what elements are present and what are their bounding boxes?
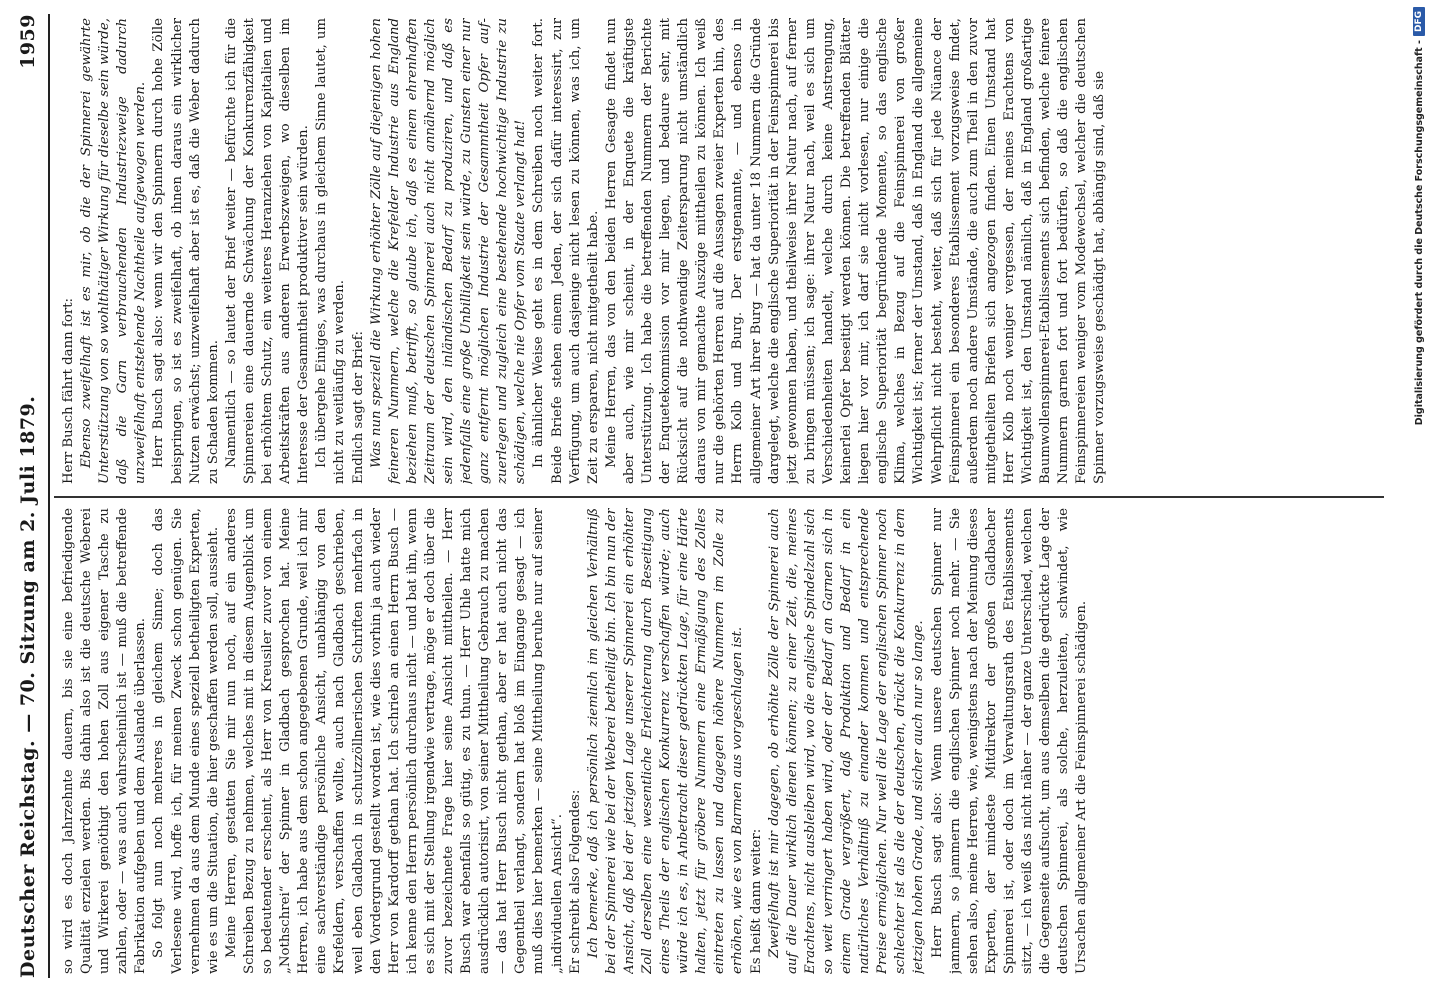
paragraph: So folgt nun noch mehreres in gleichem Sinne; doch das Verlesene wird, hoffe ich, für meinen Zweck schon genügen. Sie vernehmen da aus dem Munde eines speziell betheiligten Experten, wie es um die Situation, die hier geschaffen werden soll, aussieht. — [151, 508, 221, 974]
paragraph: so wird es doch Jahrzehnte dauern, bis sie eine befriedigende Qualität erzielen werden. Bis dahin also ist die deutsche Weberei und Wirkerei genöthigt den hohen Zoll aus eigener Tasche zu zahlen, oder — was auch wahrscheinlich ist — muß die betreffende Fabrikation aufgeben und dem Auslande überlassen. — [61, 508, 149, 974]
text-column-left — [60, 508, 1380, 974]
paragraph: Herr Busch sagt also: Wenn unsere deutschen Spinner nur jammern, so jammern die englischen Spinner noch mehr. — Sie sehen also, meine Herren, wie, wenigstens nach der Meinung dieses Experten, der mindeste Mitdirektor der großen Gladbacher Spinnerei ist, oder doch im Verwaltungsrath des Etablissements sitzt, — ich weiß das nicht näher — der ganze Unterschied, welchen die Gegenseite aufsucht, um aus demselben die gedrückte Lage der deutschen Spinnerei, als solche, herzuleiten, schwindet, wie Ursachen allgemeiner Art die Feinspinnerei schädigen. — [929, 508, 1090, 974]
digitization-credit-strip — [1396, 0, 1432, 1000]
paragraph: Ebenso zweifelhaft ist es mir, ob die der Spinnerei gewährte Unterstützung von so wohlthätiger Wirkung für dieselbe sein würde, daß die Garn verbrauchenden Industriezweige dadurch unzweifelhaft entstehende Nachtheile aufgewogen werden. — [79, 18, 149, 484]
paragraph: Endlich sagt der Brief: — [350, 331, 366, 484]
paragraph: Herr Busch sagt also: wenn wir den Spinnern durch hohe Zölle beispringen, so ist es zweifelhaft, ob ihnen daraus ein wirklicher Nutzen erwächst; unzweifelhaft aber ist es, daß die Weber dadurch zu Schaden kommen. — [151, 18, 221, 484]
paragraph: Zweifelhaft ist mir dagegen, ob erhöhte Zölle der Spinnerei auch auf die Dauer wirklich dienen können; zu einer Zeit, die, meines Erachtens, nicht ausbleiben wird, wo die englische Spindelzahl sich so weit verringert haben wird, oder der Bedarf an Garnen sich in einem Grade vergrößert, daß Produktion und Bedarf in ein natürliches Verhältniß zu einander kommen und entsprechende Preise ermöglichen. Nur weil die Lage der englischen Spinner noch schlechter ist als die der deutschen, drückt die Konkurrenz in dem jetzigen hohen Grade, und sicher auch nur so lange. — [766, 508, 927, 974]
paragraph: Er schreibt also Folgendes: — [567, 789, 583, 974]
paragraph: Meine Herren, gestatten Sie mir nun noch, auf ein anderes Schreiben Bezug zu nehmen, welches mit in diesem Augenblick um so bedeutender erscheint, als Herr von Kreusiler zuvor von einem „Nothschrei“ der Spinner in Gladbach gesprochen hat. Meine Herren, ich habe aus dem schon angegebenen Grunde, weil ich mir eine sachverständige persönliche Ansicht, unabhängig von den Krefeldern, verschaffen wollte, auch nach Gladbach geschrieben, weil eben Gladbach in schutzzöllnerischen Schriften mehrfach in den Vordergrund gestellt worden ist, wie dies vorhin ja auch wieder Herr von Kardorff gethan hat. Ich schrieb an einen Herrn Busch — ich kenne den Herrn persönlich durchaus nicht — und bat ihn, wenn es sich mit der Stellung irgendwie vertrage, möge er doch über die zuvor bezeichnete Frage hier seine Ansicht mittheilen. — Herr Busch war ebenfalls so gütig, es zu thun. — Herr Uhle hatte mich ausdrücklich autorisirt, von seiner Mittheilung Gebrauch zu machen — das hat Herr Busch nicht gethan, aber er hat auch nicht das Gegentheil verlangt, sondern hat bloß im Eingange gesagt — ich muß dies hier bemerken — seine Mittheilung beruhe nur auf seiner „individuellen Ansicht“. — [223, 508, 565, 974]
paragraph: Namentlich — so lautet der Brief weiter — befürchte ich für die Spinnereien eine dauernde Schwächung der Konkurrenzfähigkeit bei erhöhtem Schutz, ein weiteres Heranziehen von Kapitalien und Arbeitskräften aus anderen Erwerbszweigen, wo dieselben im Interesse der Gesammtheit produktiver sein würden. — [223, 18, 312, 484]
text-column-right — [60, 18, 1380, 484]
page-number: 1959 — [17, 14, 39, 69]
header-title: Deutscher Reichstag. — 70. Sitzung am 2. Juli 1879. — [17, 395, 39, 978]
paragraph: Meine Herren, das von den beiden Herren Gesagte findet nun aber auch, wie mir scheint, in der Enquete die kräftigste Unterstützung. Ich habe die betreffenden Nummern der Berichte der Enquetekommission vor mir liegen, und bedaure sehr, mit Rücksicht auf die nothwendige Zeitersparung nicht umständlich daraus von mir gemachte Auszüge mittheilen zu können. Ich weiß nur die gehörten Herren auf die Aussagen zweier Experten hin, des Herrn Kolb und Burg. Der erstgenannte, — und ebenso in allgemeiner Art ihrer Burg — hat da unter 18 Nummern die Gründe dargelegt, welche die englische Superiorität in der Feinspinnerei bis jetzt gewonnen haben, und theilweise ihrer Natur nach, auf ferner zu bringen müssen; ich sage: ihrer Natur nach, weil es sich um Verschiedenheiten handelt, welche durch keine Anstrengung, keinerlei Opfer beseitigt werden können. Die betreffenden Blätter liegen hier vor mir, ich darf sie nicht vorlesen, nur einige die englische Superiorität begründende Momente, so das englische Klima, welches in Bezug auf die Feinspinnerei von großer Wichtigkeit ist; ferner der Umstand, daß in England die allgemeine Wehrpflicht nicht besteht, weiter, daß sich für jede Nüance der Feinspinnerei ein besonderes Etablissement vorzugsweise findet, außerdem noch andere Umstände, die auch zum Theil in den zuvor mitgetheilten Briefen sich angezogen finden. Einen Umstand hat Herr Kolb noch weniger vergessen, der meines Erachtens von Wichtigkeit ist, den Umstand nämlich, daß in England großartige Baumwollenspinnerei-Etablissements sich befinden, welche feinere Nummern garnen fort und fort bedürfen, so daß die englischen Feinspinnereien weniger vom Modewechsel, welcher die deutschen Spinner vorzugsweise geschädigt hat, abhängig sind, daß sie — [603, 18, 1108, 484]
column-divider — [54, 496, 1384, 498]
header-rule — [48, 14, 50, 978]
paragraph: Was nun speziell die Wirkung erhöhter Zölle auf diejenigen hohen feineren Nummern, welche die Krefelder Industrie aus England beziehen muß, betrifft, so glaube ich, daß es einem ehrenhaften Zeitraum der deutschen Spinnerei auch nicht annähernd möglich sein wird, den inländischen Bedarf zu produziren, und daß es jedenfalls eine große Unbilligkeit sein würde, zu Gunsten einer nur ganz entfernt möglichen Industrie der Gesammtheit Opfer aufzuerlegen und zugleich eine bestehende hochwichtige Industrie zu schädigen, welche nie Opfer vom Staate verlangt hat! — [368, 18, 529, 484]
paragraph: Ich bemerke, daß ich persönlich ziemlich im gleichen Verhältniß bei der Spinnerei wie bei der Weberei betheiligt bin. Ich bin nun der Ansicht, daß bei der jetzigen Lage unserer Spinnerei ein erhöhter Zoll derselben eine wesentliche Erleichterung durch Beseitigung eines Theils der englischen Konkurrenz verschaffen würde; auch würde ich es, in Anbetracht dieser gedrückten Lage, für eine Härte halten, jetzt für gröbere Nummern eine Ermäßigung des Zolles eintreten zu lassen und dagegen höhere Nummern im Zolle zu erhöhen, wie es von Barmen aus vorgeschlagen ist. — [585, 508, 746, 974]
dfg-logo: DFG — [1413, 7, 1425, 36]
paragraph: Ich übergehe Einiges, was durchaus in gleichem Sinne lautet, um nicht zu weitläufig zu werden. — [314, 18, 348, 484]
paragraph: Herr Busch fährt dann fort: — [61, 297, 76, 484]
paragraph: In ähnlicher Weise geht es in dem Schreiben noch weiter fort. Beide Briefe stehen einem Jeden, der sich dafür interessirt, zur Verfügung, um auch dasjenige nicht lesen zu können, was ich, um Zeit zu ersparen, nicht mitgetheilt habe. — [531, 18, 601, 484]
credit-text: Digitalisierung gefördert durch die Deutsche Forschungsgemeinschaft - — [1413, 40, 1425, 426]
paragraph: Es heißt dann weiter: — [748, 828, 764, 974]
rotated-newspaper-page — [8, 0, 1390, 996]
page-header — [8, 14, 48, 978]
